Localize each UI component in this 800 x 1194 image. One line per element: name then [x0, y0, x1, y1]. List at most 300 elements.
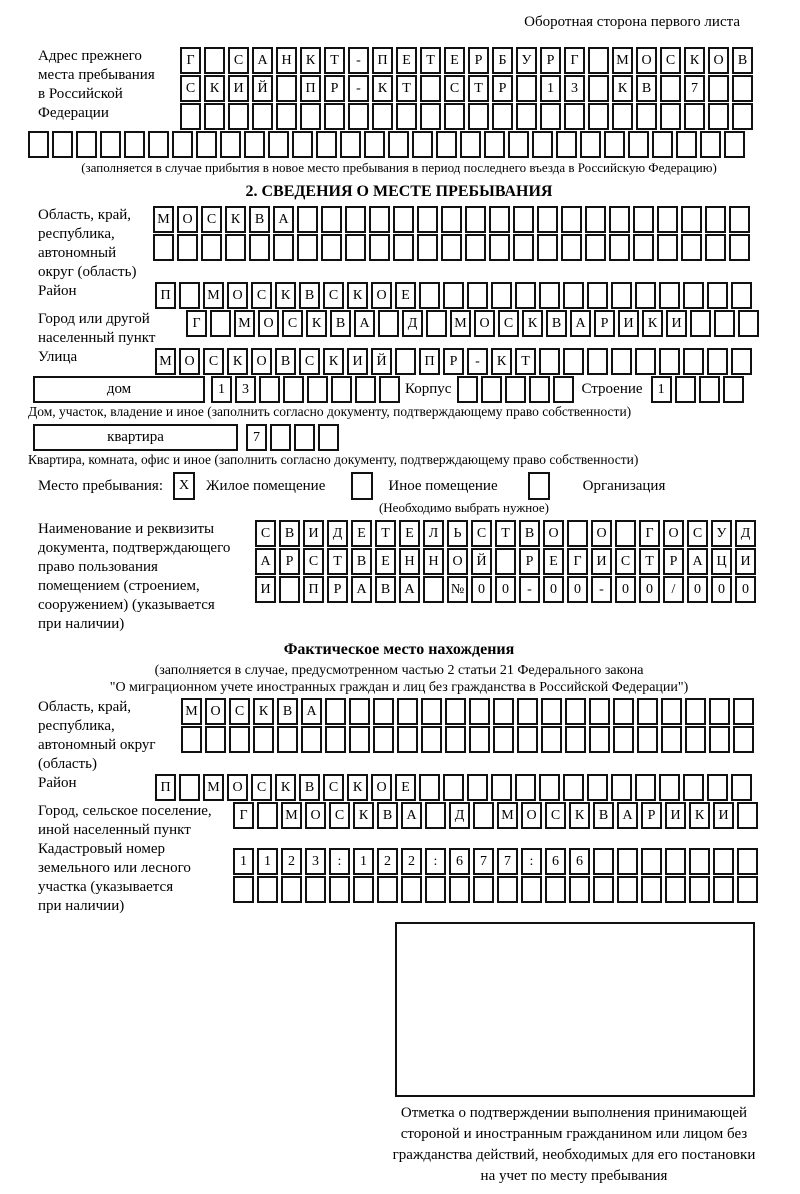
char-box[interactable] — [690, 310, 711, 337]
char-box[interactable]: В — [593, 802, 614, 829]
char-box[interactable] — [393, 206, 414, 233]
char-box[interactable] — [561, 206, 582, 233]
char-box[interactable] — [148, 131, 169, 158]
char-box[interactable]: 6 — [449, 848, 470, 875]
char-box[interactable] — [517, 726, 538, 753]
char-box[interactable]: В — [277, 698, 298, 725]
char-box[interactable]: К — [353, 802, 374, 829]
char-box[interactable] — [473, 802, 494, 829]
char-box[interactable]: Т — [468, 75, 489, 102]
char-box[interactable] — [100, 131, 121, 158]
char-box[interactable]: О — [371, 282, 392, 309]
char-box[interactable] — [297, 206, 318, 233]
char-box[interactable] — [660, 103, 681, 130]
char-box[interactable]: 2 — [401, 848, 422, 875]
char-box[interactable] — [587, 282, 608, 309]
char-box[interactable]: Р — [492, 75, 513, 102]
char-box[interactable] — [321, 206, 342, 233]
char-box[interactable]: А — [354, 310, 375, 337]
char-box[interactable] — [205, 726, 226, 753]
char-box[interactable] — [355, 376, 376, 403]
char-box[interactable] — [257, 876, 278, 903]
char-box[interactable] — [325, 698, 346, 725]
char-box[interactable] — [707, 348, 728, 375]
char-box[interactable]: 0 — [615, 576, 636, 603]
char-box[interactable] — [532, 131, 553, 158]
char-box[interactable]: Р — [324, 75, 345, 102]
char-box[interactable]: А — [301, 698, 322, 725]
char-box[interactable] — [738, 310, 759, 337]
char-box[interactable] — [564, 103, 585, 130]
char-box[interactable] — [301, 726, 322, 753]
char-box[interactable] — [467, 774, 488, 801]
char-box[interactable]: 7 — [497, 848, 518, 875]
char-box[interactable]: Е — [395, 774, 416, 801]
char-box[interactable] — [349, 726, 370, 753]
char-box[interactable] — [565, 698, 586, 725]
char-box[interactable] — [541, 698, 562, 725]
char-box[interactable] — [636, 103, 657, 130]
char-box[interactable] — [292, 131, 313, 158]
char-box[interactable] — [417, 234, 438, 261]
char-box[interactable]: О — [251, 348, 272, 375]
char-box[interactable]: К — [569, 802, 590, 829]
char-box[interactable] — [489, 234, 510, 261]
char-box[interactable] — [529, 376, 550, 403]
char-box[interactable] — [505, 376, 526, 403]
char-box[interactable] — [425, 876, 446, 903]
char-box[interactable] — [283, 376, 304, 403]
char-box[interactable] — [604, 131, 625, 158]
char-box[interactable] — [325, 726, 346, 753]
char-box[interactable] — [659, 282, 680, 309]
char-box[interactable]: С — [498, 310, 519, 337]
char-box[interactable] — [443, 774, 464, 801]
char-box[interactable]: И — [666, 310, 687, 337]
char-box[interactable] — [469, 726, 490, 753]
char-box[interactable] — [249, 234, 270, 261]
char-box[interactable] — [273, 234, 294, 261]
char-box[interactable] — [681, 234, 702, 261]
char-box[interactable] — [484, 131, 505, 158]
char-box[interactable]: : — [521, 848, 542, 875]
char-box[interactable]: И — [618, 310, 639, 337]
char-box[interactable] — [307, 376, 328, 403]
char-box[interactable] — [172, 131, 193, 158]
char-box[interactable] — [465, 234, 486, 261]
char-box[interactable] — [491, 282, 512, 309]
char-box[interactable] — [588, 47, 609, 74]
char-box[interactable]: К — [323, 348, 344, 375]
char-box[interactable]: Е — [396, 47, 417, 74]
char-box[interactable]: О — [521, 802, 542, 829]
char-box[interactable]: П — [155, 774, 176, 801]
char-box[interactable]: 0 — [543, 576, 564, 603]
char-box[interactable]: С — [251, 774, 272, 801]
char-box[interactable] — [419, 282, 440, 309]
char-box[interactable] — [541, 726, 562, 753]
char-box[interactable]: 6 — [545, 848, 566, 875]
char-box[interactable]: 1 — [353, 848, 374, 875]
char-box[interactable]: М — [203, 282, 224, 309]
char-box[interactable]: А — [255, 548, 276, 575]
char-box[interactable] — [513, 234, 534, 261]
char-box[interactable]: Г — [233, 802, 254, 829]
char-box[interactable]: Г — [564, 47, 585, 74]
char-box[interactable] — [397, 726, 418, 753]
char-box[interactable] — [196, 131, 217, 158]
char-box[interactable]: О — [591, 520, 612, 547]
char-box[interactable] — [565, 726, 586, 753]
char-box[interactable]: Т — [375, 520, 396, 547]
char-box[interactable]: Й — [371, 348, 392, 375]
char-box[interactable] — [423, 576, 444, 603]
char-box[interactable] — [345, 234, 366, 261]
char-box[interactable] — [516, 75, 537, 102]
char-box[interactable]: В — [351, 548, 372, 575]
char-box[interactable] — [253, 726, 274, 753]
char-box[interactable] — [179, 774, 200, 801]
char-box[interactable] — [457, 376, 478, 403]
char-box[interactable] — [420, 103, 441, 130]
char-box[interactable]: М — [153, 206, 174, 233]
char-box[interactable] — [324, 103, 345, 130]
char-box[interactable]: А — [351, 576, 372, 603]
char-box[interactable]: 2 — [281, 848, 302, 875]
char-box[interactable] — [729, 234, 750, 261]
char-box[interactable] — [683, 282, 704, 309]
char-box[interactable] — [441, 206, 462, 233]
char-box[interactable] — [665, 848, 686, 875]
char-box[interactable] — [561, 234, 582, 261]
char-box[interactable] — [492, 103, 513, 130]
char-box[interactable]: К — [642, 310, 663, 337]
char-box[interactable]: Р — [594, 310, 615, 337]
char-box[interactable] — [708, 75, 729, 102]
char-box[interactable] — [329, 876, 350, 903]
char-box[interactable] — [373, 698, 394, 725]
char-box[interactable] — [268, 131, 289, 158]
char-box[interactable] — [713, 876, 734, 903]
char-box[interactable] — [449, 876, 470, 903]
char-box[interactable]: К — [684, 47, 705, 74]
char-box[interactable]: 7 — [246, 424, 267, 451]
char-box[interactable] — [180, 103, 201, 130]
char-box[interactable] — [181, 726, 202, 753]
char-box[interactable] — [177, 234, 198, 261]
char-box[interactable] — [637, 698, 658, 725]
char-box[interactable] — [556, 131, 577, 158]
char-box[interactable]: 7 — [473, 848, 494, 875]
char-box[interactable] — [517, 698, 538, 725]
char-box[interactable] — [297, 234, 318, 261]
char-box[interactable]: 1 — [233, 848, 254, 875]
char-box[interactable]: К — [522, 310, 543, 337]
char-box[interactable]: К — [372, 75, 393, 102]
char-box[interactable] — [441, 234, 462, 261]
char-box[interactable] — [611, 774, 632, 801]
char-box[interactable]: В — [377, 802, 398, 829]
char-box[interactable] — [369, 206, 390, 233]
char-box[interactable] — [732, 103, 753, 130]
char-box[interactable] — [732, 75, 753, 102]
char-box[interactable] — [305, 876, 326, 903]
char-box[interactable] — [521, 876, 542, 903]
house-type-field[interactable]: дом — [33, 376, 205, 403]
char-box[interactable]: О — [177, 206, 198, 233]
char-box[interactable] — [707, 774, 728, 801]
char-box[interactable]: О — [258, 310, 279, 337]
char-box[interactable]: Т — [396, 75, 417, 102]
char-box[interactable] — [588, 75, 609, 102]
char-box[interactable] — [417, 206, 438, 233]
char-box[interactable] — [473, 876, 494, 903]
char-box[interactable]: В — [330, 310, 351, 337]
char-box[interactable] — [436, 131, 457, 158]
char-box[interactable]: 1 — [540, 75, 561, 102]
char-box[interactable] — [689, 848, 710, 875]
char-box[interactable] — [567, 520, 588, 547]
char-box[interactable]: О — [371, 774, 392, 801]
char-box[interactable] — [633, 206, 654, 233]
char-box[interactable] — [515, 774, 536, 801]
char-box[interactable] — [617, 848, 638, 875]
char-box[interactable] — [731, 282, 752, 309]
char-box[interactable]: И — [255, 576, 276, 603]
char-box[interactable]: Г — [639, 520, 660, 547]
char-box[interactable] — [372, 103, 393, 130]
char-box[interactable] — [179, 282, 200, 309]
char-box[interactable]: С — [251, 282, 272, 309]
char-box[interactable]: О — [305, 802, 326, 829]
char-box[interactable] — [276, 75, 297, 102]
char-box[interactable] — [259, 376, 280, 403]
char-box[interactable]: Д — [449, 802, 470, 829]
char-box[interactable]: Р — [540, 47, 561, 74]
char-box[interactable]: В — [732, 47, 753, 74]
char-box[interactable] — [276, 103, 297, 130]
char-box[interactable]: Е — [375, 548, 396, 575]
char-box[interactable]: С — [201, 206, 222, 233]
checkbox-other-premises[interactable] — [351, 472, 373, 500]
char-box[interactable]: Т — [639, 548, 660, 575]
char-box[interactable]: 0 — [495, 576, 516, 603]
char-box[interactable] — [563, 774, 584, 801]
char-box[interactable] — [377, 876, 398, 903]
char-box[interactable] — [225, 234, 246, 261]
char-box[interactable] — [396, 103, 417, 130]
char-box[interactable] — [515, 282, 536, 309]
char-box[interactable]: А — [401, 802, 422, 829]
char-box[interactable]: О — [636, 47, 657, 74]
char-box[interactable]: Н — [276, 47, 297, 74]
char-box[interactable] — [397, 698, 418, 725]
char-box[interactable] — [637, 726, 658, 753]
char-box[interactable]: К — [204, 75, 225, 102]
char-box[interactable] — [445, 698, 466, 725]
char-box[interactable]: Р — [519, 548, 540, 575]
char-box[interactable]: - — [348, 75, 369, 102]
char-box[interactable] — [563, 282, 584, 309]
char-box[interactable] — [210, 310, 231, 337]
char-box[interactable] — [681, 206, 702, 233]
char-box[interactable]: Р — [468, 47, 489, 74]
char-box[interactable] — [318, 424, 339, 451]
char-box[interactable] — [659, 774, 680, 801]
char-box[interactable] — [233, 876, 254, 903]
char-box[interactable]: А — [570, 310, 591, 337]
char-box[interactable]: Л — [423, 520, 444, 547]
char-box[interactable] — [589, 698, 610, 725]
char-box[interactable]: С — [229, 698, 250, 725]
char-box[interactable] — [613, 698, 634, 725]
char-box[interactable]: Р — [327, 576, 348, 603]
char-box[interactable]: : — [329, 848, 350, 875]
char-box[interactable]: 2 — [377, 848, 398, 875]
char-box[interactable] — [714, 310, 735, 337]
char-box[interactable]: Н — [399, 548, 420, 575]
char-box[interactable]: Н — [423, 548, 444, 575]
char-box[interactable] — [611, 282, 632, 309]
char-box[interactable]: Г — [180, 47, 201, 74]
char-box[interactable]: У — [711, 520, 732, 547]
char-box[interactable]: Б — [492, 47, 513, 74]
char-box[interactable] — [569, 876, 590, 903]
char-box[interactable] — [539, 282, 560, 309]
char-box[interactable] — [364, 131, 385, 158]
char-box[interactable]: С — [329, 802, 350, 829]
char-box[interactable]: 0 — [735, 576, 756, 603]
char-box[interactable] — [513, 206, 534, 233]
char-box[interactable]: 0 — [471, 576, 492, 603]
char-box[interactable]: Д — [402, 310, 423, 337]
char-box[interactable]: С — [323, 282, 344, 309]
char-box[interactable]: М — [181, 698, 202, 725]
char-box[interactable]: О — [663, 520, 684, 547]
char-box[interactable] — [540, 103, 561, 130]
char-box[interactable]: Т — [324, 47, 345, 74]
char-box[interactable] — [553, 376, 574, 403]
char-box[interactable] — [733, 698, 754, 725]
char-box[interactable] — [345, 206, 366, 233]
char-box[interactable]: - — [348, 47, 369, 74]
char-box[interactable] — [537, 234, 558, 261]
char-box[interactable] — [585, 234, 606, 261]
char-box[interactable]: Р — [443, 348, 464, 375]
char-box[interactable] — [585, 206, 606, 233]
char-box[interactable] — [685, 698, 706, 725]
char-box[interactable] — [611, 348, 632, 375]
char-box[interactable] — [684, 103, 705, 130]
char-box[interactable]: М — [234, 310, 255, 337]
char-box[interactable]: Е — [399, 520, 420, 547]
char-box[interactable] — [393, 234, 414, 261]
checkbox-organization[interactable] — [528, 472, 550, 500]
char-box[interactable] — [676, 131, 697, 158]
char-box[interactable] — [468, 103, 489, 130]
char-box[interactable] — [508, 131, 529, 158]
char-box[interactable]: А — [399, 576, 420, 603]
char-box[interactable]: О — [179, 348, 200, 375]
char-box[interactable]: С — [444, 75, 465, 102]
char-box[interactable]: П — [419, 348, 440, 375]
char-box[interactable]: Й — [471, 548, 492, 575]
char-box[interactable]: С — [545, 802, 566, 829]
char-box[interactable]: И — [228, 75, 249, 102]
char-box[interactable] — [699, 376, 720, 403]
char-box[interactable]: К — [300, 47, 321, 74]
char-box[interactable] — [685, 726, 706, 753]
char-box[interactable]: М — [203, 774, 224, 801]
char-box[interactable]: У — [516, 47, 537, 74]
char-box[interactable] — [683, 348, 704, 375]
char-box[interactable] — [443, 282, 464, 309]
char-box[interactable]: К — [347, 774, 368, 801]
char-box[interactable] — [635, 774, 656, 801]
char-box[interactable]: 3 — [235, 376, 256, 403]
char-box[interactable] — [589, 726, 610, 753]
char-box[interactable]: П — [300, 75, 321, 102]
char-box[interactable]: П — [372, 47, 393, 74]
char-box[interactable] — [257, 802, 278, 829]
char-box[interactable] — [421, 698, 442, 725]
char-box[interactable] — [395, 348, 416, 375]
char-box[interactable] — [587, 348, 608, 375]
char-box[interactable]: С — [323, 774, 344, 801]
char-box[interactable] — [729, 206, 750, 233]
char-box[interactable]: / — [663, 576, 684, 603]
char-box[interactable]: С — [687, 520, 708, 547]
char-box[interactable]: Т — [515, 348, 536, 375]
char-box[interactable] — [469, 698, 490, 725]
char-box[interactable]: К — [225, 206, 246, 233]
char-box[interactable] — [660, 75, 681, 102]
char-box[interactable]: В — [636, 75, 657, 102]
char-box[interactable]: Р — [279, 548, 300, 575]
char-box[interactable]: Ь — [447, 520, 468, 547]
char-box[interactable] — [270, 424, 291, 451]
char-box[interactable]: М — [281, 802, 302, 829]
char-box[interactable] — [709, 726, 730, 753]
char-box[interactable]: 7 — [684, 75, 705, 102]
char-box[interactable]: К — [306, 310, 327, 337]
char-box[interactable]: К — [491, 348, 512, 375]
char-box[interactable] — [633, 234, 654, 261]
char-box[interactable]: Т — [420, 47, 441, 74]
char-box[interactable] — [28, 131, 49, 158]
char-box[interactable] — [281, 876, 302, 903]
char-box[interactable] — [388, 131, 409, 158]
char-box[interactable] — [709, 698, 730, 725]
char-box[interactable]: Д — [327, 520, 348, 547]
char-box[interactable]: И — [735, 548, 756, 575]
char-box[interactable] — [641, 876, 662, 903]
char-box[interactable]: № — [447, 576, 468, 603]
char-box[interactable] — [420, 75, 441, 102]
char-box[interactable] — [419, 774, 440, 801]
char-box[interactable]: О — [708, 47, 729, 74]
char-box[interactable] — [635, 282, 656, 309]
char-box[interactable]: - — [519, 576, 540, 603]
char-box[interactable] — [353, 876, 374, 903]
char-box[interactable] — [609, 234, 630, 261]
char-box[interactable] — [279, 576, 300, 603]
char-box[interactable] — [348, 103, 369, 130]
char-box[interactable]: В — [279, 520, 300, 547]
char-box[interactable] — [465, 206, 486, 233]
char-box[interactable] — [252, 103, 273, 130]
char-box[interactable] — [153, 234, 174, 261]
